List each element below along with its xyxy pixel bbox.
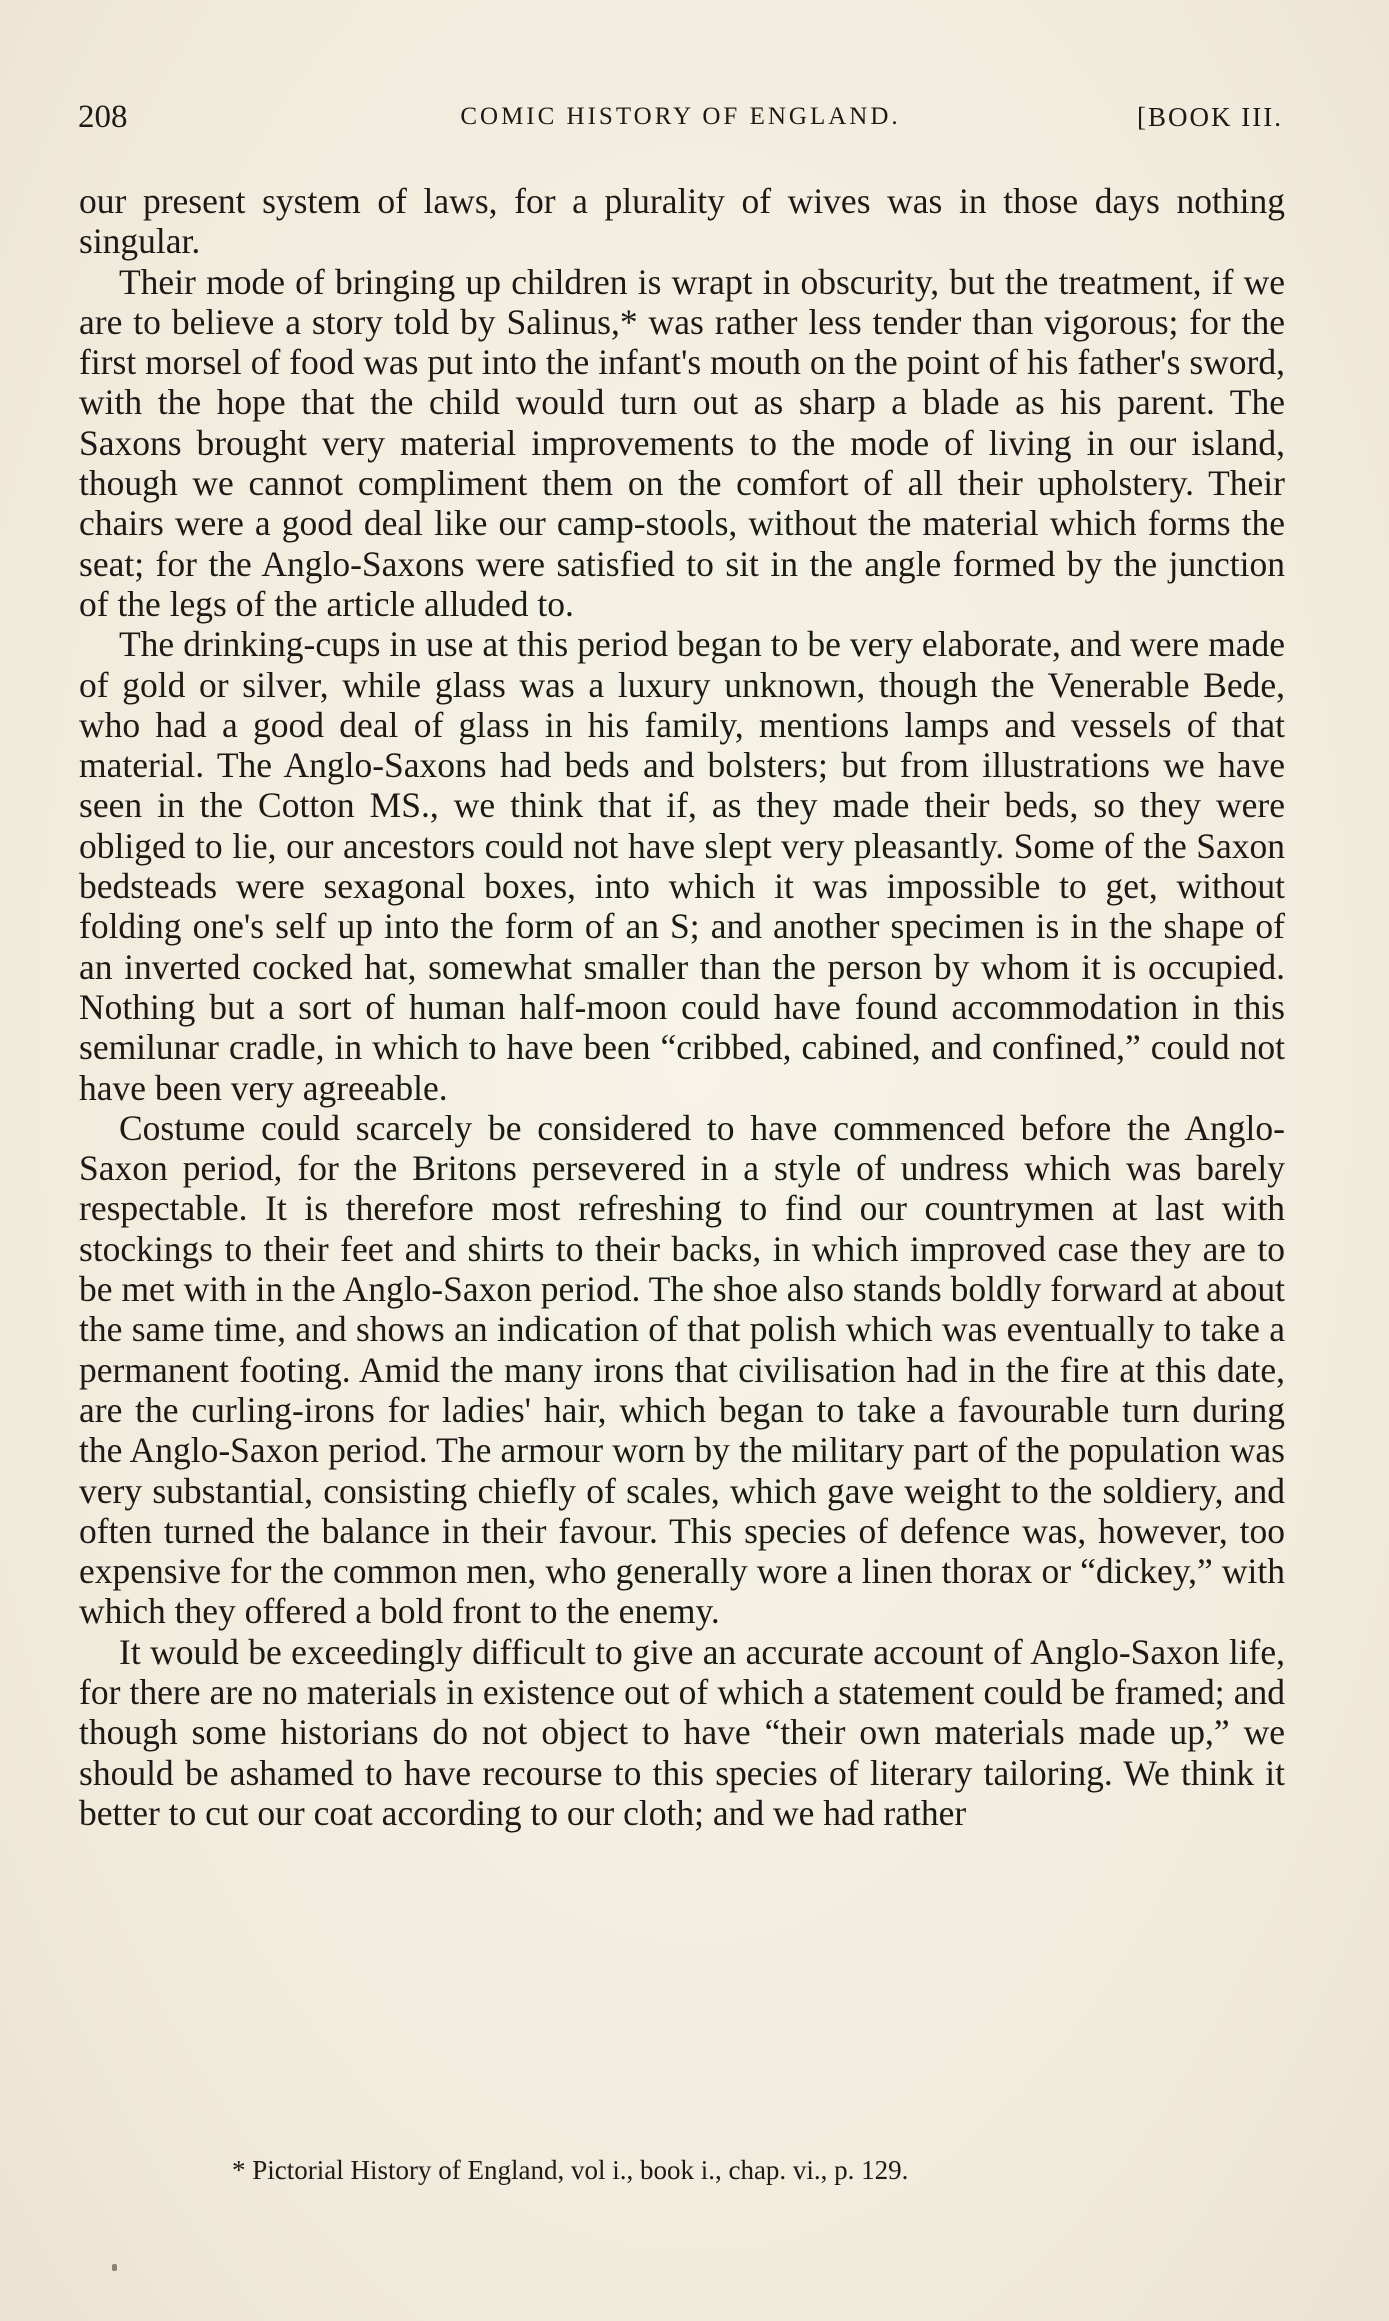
running-header [78,92,1283,142]
paragraph-drinking-cups: The drinking-cups in use at this period began to be very elaborate, and were made of gold or silver, while glass was a luxury unknown, though the Venerable Bede, who had a good deal of glass in his family, mentions lamps and vessels of that material. The Anglo-Saxons had beds and bolsters; but from illustrations we have seen in the Cotton MS., we think that if, as they made their beds, so they were obliged to lie, our ancestors could not have slept very pleasantly. Some of the Saxon bedsteads were sexagonal boxes, into which it was impossible to get, without folding one's self up into the form of an S; and another specimen is in the shape of an inverted cocked hat, somewhat smaller than the person by whom it is occupied. Nothing but a sort of human half-moon could have found accommodation in this semilunar cradle, in which to have been “cribbed, cabined, and confined,” could not have been very agreeable. [79,624,1285,1108]
paragraph-continuation: our present system of laws, for a plurality of wives was in those days nothing singular. [79,181,1285,262]
footnote: * Pictorial History of England, vol i., book i., chap. vi., p. 129. [232,2155,909,2185]
paragraph-anglo-saxon-life: It would be exceedingly difficult to give an accurate account of Anglo-Saxon life, for there are no materials in existence out of which a statement could be framed; and though some historians do not object to have “their own materials made up,” we should be ashamed to have recourse to this species of literary tailoring. We think it better to cut our coat according to our cloth; and we had rather [79,1631,1285,1833]
paragraph-children: Their mode of bringing up children is wrapt in obscurity, but the treatment, if we are to believe a story told by Salinus,* was rather less tender than vigorous; for the first morsel of food was put into the infant's mouth on the point of his father's sword, with the hope that the child would turn out as sharp a blade as his parent. The Saxons brought very material improvements to the mode of living in our island, though we cannot compliment them on the comfort of all their upholstery. Their chairs were a good deal like our camp-stools, without the material which forms the seat; for the Anglo-Saxons were satisfied to sit in the angle formed by the junction of the legs of the article alluded to. [79,261,1285,624]
paragraph-costume: Costume could scarcely be considered to have commenced before the Anglo-Saxon period, for the Britons persevered in a style of undress which was barely respectable. It is therefore most refreshing to find our countrymen at last with stockings to their feet and shirts to their backs, in which improved case they are to be met with in the Anglo-Saxon period. The shoe also stands boldly forward at about the same time, and shows an indication of that polish which was eventually to take a permanent footing. Amid the many irons that civilisation had in the fire at this date, are the curling-irons for ladies' hair, which began to take a favourable turn during the Anglo-Saxon period. The armour worn by the military part of the population was very substantial, consisting chiefly of scales, which gave weight to the soldiery, and often turned the balance in their favour. This species of defence was, however, too expensive for the common men, who generally wore a linen thorax or “dickey,” with which they offered a bold front to the enemy. [79,1107,1285,1632]
book-label: [BOOK III. [1137,102,1283,132]
page-number: 208 [78,99,128,135]
body-text [79,181,1285,1833]
running-title: COMIC HISTORY OF ENGLAND. [460,103,901,130]
paper-speck [112,2264,117,2271]
